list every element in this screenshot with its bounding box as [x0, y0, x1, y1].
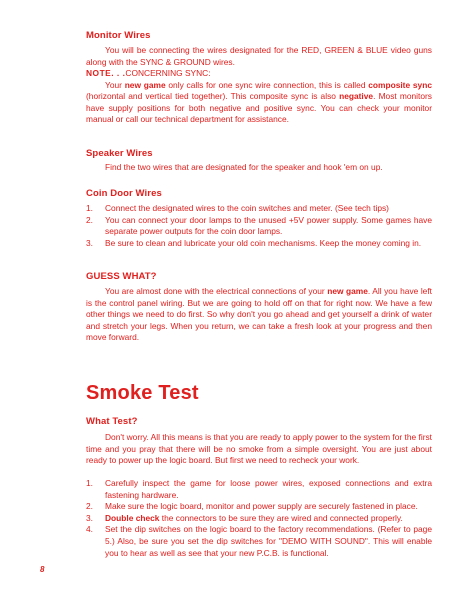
note-text-d: . Most monitors have supply positions for both negative and positive sync. You can check your monitor manual or call our technical department for assistance. [86, 91, 432, 125]
speaker-wires-heading: Speaker Wires [86, 148, 153, 159]
list-text: Be sure to clean and lubricate your old coin mechanisms. Keep the money coming in. [105, 237, 422, 248]
guess-what-paragraph [86, 286, 432, 344]
coin-door-heading: Coin Door Wires [86, 188, 162, 199]
list-number: 1. [86, 478, 93, 488]
coin-door-list [86, 203, 432, 249]
smoke-test-title: Smoke Test [86, 382, 199, 404]
list-text: Make sure the logic board, monitor and power supply are securely fastened in place. [105, 501, 418, 512]
list-number: 2. [86, 214, 93, 225]
speaker-wires-text: Find the two wires that are designated for the speaker and hook 'em on up. [105, 162, 383, 172]
guess-new-game: new game [327, 286, 368, 296]
monitor-wires-heading: Monitor Wires [86, 30, 151, 41]
list-item [86, 501, 432, 513]
list-bold: Double check [105, 512, 160, 523]
list-number: 2. [86, 501, 93, 512]
list-text: Connect the designated wires to the coin switches and meter. (See tech tips) [105, 203, 389, 213]
list-number: 3. [86, 512, 93, 523]
what-test-heading: What Test? [86, 416, 138, 427]
list-text: the connectors to be sure they are wired and connected properly. [159, 512, 403, 523]
note-text-b: only calls for one sync wire connection, this is called [165, 79, 369, 90]
note-text-a: Your [105, 79, 125, 90]
guess-text-b: . All you have left is the control panel wiring. But we are going to hold off on that for right now. We have a few other things we need to do first. So why don't you go ahead and get yourself a drink of water and stretch your legs. When you return, we can take a fresh look at your progress and then move forward. [86, 286, 432, 343]
guess-text-a: You are almost done with the electrical connections of your [105, 286, 328, 296]
list-item [86, 513, 432, 525]
note-text-c: (horizontal and vertical tied together). This composite sync is also [86, 91, 340, 102]
guess-what-heading: GUESS WHAT? [86, 271, 157, 282]
note-composite-sync: composite sync [368, 79, 432, 90]
note-concerning: CONCERNING SYNC: [125, 68, 211, 78]
list-item [86, 215, 432, 238]
page-number: 8 [40, 565, 45, 574]
list-number: 3. [86, 237, 93, 248]
list-number: 4. [86, 524, 93, 535]
monitor-wires-text: You will be connecting the wires designated for the RED, GREEN & BLUE video guns along with the SYNC & GROUND wires. [86, 45, 432, 67]
list-text: Carefully inspect the game for loose power wires, exposed connections and extra fastening hardware. [105, 478, 432, 500]
note-new-game: new game [124, 79, 166, 90]
sync-note [86, 68, 432, 126]
smoke-test-list [86, 478, 432, 559]
monitor-wires-paragraph [86, 45, 432, 68]
note-negative: negative [339, 91, 374, 102]
what-test-text: Don't worry. All this means is that you are ready to apply power to the system for the first time and you pray that there will be no smoke from a simple oversight. You are just about ready to power up the logic board. But first we need to recheck your work. [86, 432, 432, 466]
list-text: Set the dip switches on the logic board to the factory recommendations. (Refer to page 5.) Also, be sure you set the dip switches for "DEMO WITH SOUND". This will enable you to hear as well as see that your new P.C.B. is functional. [105, 524, 432, 558]
list-number: 1. [86, 203, 93, 213]
note-label: NOTE. . . [86, 68, 126, 78]
list-item [86, 478, 432, 501]
list-item [86, 524, 432, 559]
list-item [86, 238, 432, 250]
list-text: You can connect your door lamps to the unused +5V power supply. Some games have separate power outputs for the coin door lamps. [105, 214, 432, 237]
what-test-paragraph [86, 432, 432, 467]
list-item [86, 203, 432, 215]
speaker-wires-paragraph [86, 162, 432, 174]
